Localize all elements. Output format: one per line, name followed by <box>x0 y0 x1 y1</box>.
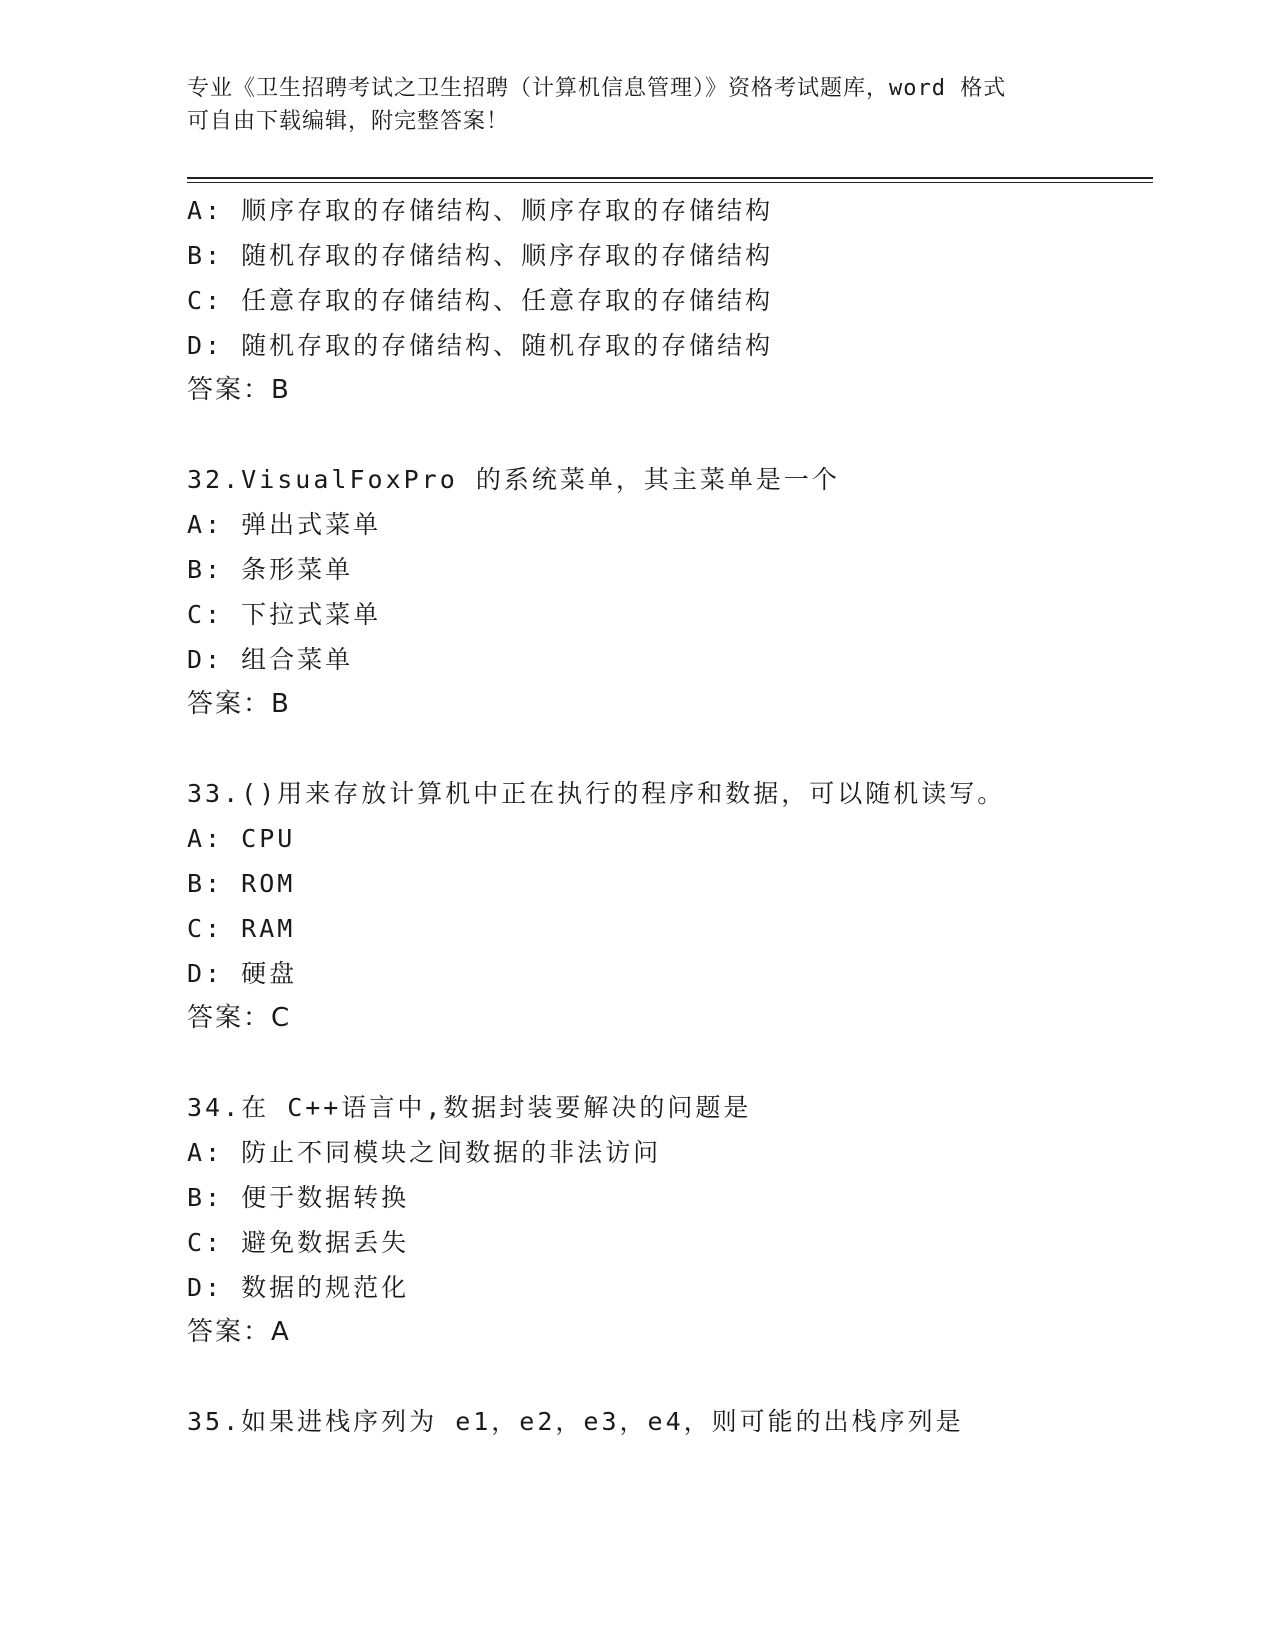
spacer <box>187 727 1147 771</box>
answer-label: 答案：A <box>187 1317 291 1347</box>
answer-label: 答案：B <box>187 375 291 405</box>
header-line-1: 专业《卫生招聘考试之卫生招聘（计算机信息管理）》资格考试题库，word 格式 <box>187 76 1007 101</box>
question-35-block <box>187 1399 1147 1444</box>
question-text: 35.如果进栈序列为 e1，e2，e3，e4，则可能的出栈序列是 <box>187 1407 964 1436</box>
question-text: 32.VisualFoxPro 的系统菜单，其主菜单是一个 <box>187 465 840 494</box>
spacer <box>187 413 1147 457</box>
question-32-block <box>187 457 1147 727</box>
option-a: A: 顺序存取的存储结构、顺序存取的存储结构 <box>187 196 774 225</box>
option-d: D: 数据的规范化 <box>187 1273 410 1302</box>
question-list <box>187 188 1147 1444</box>
option-c: C: 任意存取的存储结构、任意存取的存储结构 <box>187 286 774 315</box>
option-d: D: 组合菜单 <box>187 645 354 674</box>
answer-label: 答案：B <box>187 689 291 719</box>
option-c: C: RAM <box>187 914 296 943</box>
header-rule-thick <box>187 177 1153 179</box>
document-header <box>187 72 1087 138</box>
option-a: A: CPU <box>187 824 296 853</box>
option-d: D: 硬盘 <box>187 959 298 988</box>
option-d: D: 随机存取的存储结构、随机存取的存储结构 <box>187 331 774 360</box>
header-line-2: 可自由下载编辑，附完整答案！ <box>187 109 510 134</box>
answer-label: 答案：C <box>187 1003 292 1033</box>
option-a: A: 防止不同模块之间数据的非法访问 <box>187 1138 662 1167</box>
option-b: B: 条形菜单 <box>187 555 354 584</box>
option-b: B: 便于数据转换 <box>187 1183 410 1212</box>
question-text: 34.在 C++语言中,数据封装要解决的问题是 <box>187 1093 752 1122</box>
question-34-block <box>187 1085 1147 1355</box>
question-31-block <box>187 188 1147 413</box>
option-c: C: 下拉式菜单 <box>187 600 382 629</box>
spacer <box>187 1041 1147 1085</box>
header-rule-thin <box>187 182 1153 183</box>
question-text: 33.()用来存放计算机中正在执行的程序和数据，可以随机读写。 <box>187 779 1006 808</box>
spacer <box>187 1355 1147 1399</box>
option-b: B: 随机存取的存储结构、顺序存取的存储结构 <box>187 241 774 270</box>
option-a: A: 弹出式菜单 <box>187 510 382 539</box>
question-33-block <box>187 771 1147 1041</box>
option-c: C: 避免数据丢失 <box>187 1228 410 1257</box>
option-b: B: ROM <box>187 869 296 898</box>
